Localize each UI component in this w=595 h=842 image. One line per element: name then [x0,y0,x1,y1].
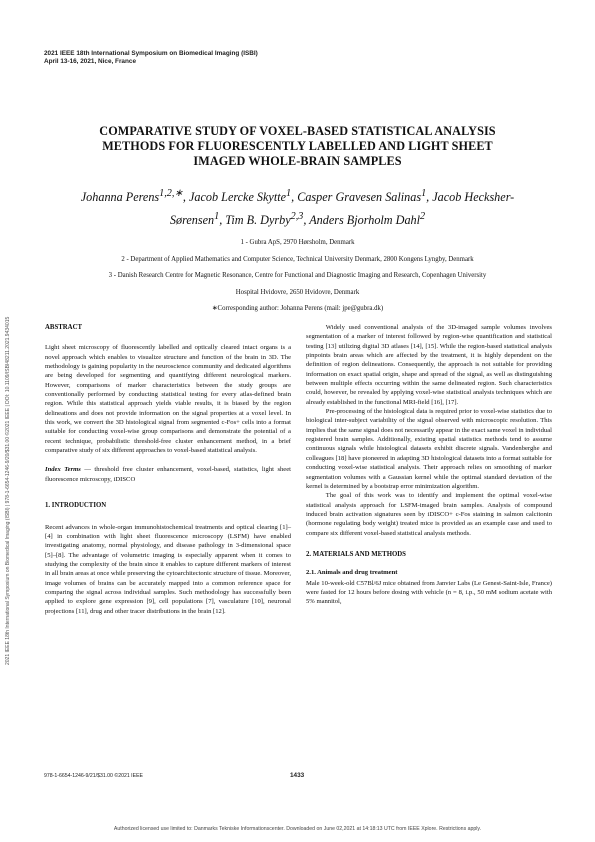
author-name: Johanna Perens [80,190,160,205]
side-doi-strip [5,165,19,665]
right-column [306,323,552,607]
introduction-text: Recent advances in whole-organ immunohistochemical treatments and optical clearing [1]–[4] in combination with light sheet fluorescence microscopy (LSFM) have enabled investigating anatomy, normal physiology, and disease pathology in 3-dimensional space [5]–[8]. The advantage of volumetric imaging is especially apparent when it comes to studying the complexity of the brain since it enables to capture different markers of interest in all brain areas at once while preserving the cytoarchitectonic structure of tissue. Moreover, image volumes of brains can be accurately mapped into a common reference space for comparing the signal across individual samples. Such methodology has successfully been applied to explore gene expression [9], cell populations [7], vasculature [10], neuronal projections [11], drug and other tracer distributions in the brain [12]. [45,523,291,615]
author-affil-mark: 2,3 [290,211,304,223]
index-terms-text: — threshold free cluster enhancement, voxel-based, statistics, light sheet fluorescence microscopy, iDISCO [45,466,291,483]
author-name: , Anders Bjorholm Dahl [303,213,421,228]
left-column [45,323,291,616]
author-line-1 [40,184,555,207]
author-name: , Jacob Lercke Skytte [182,190,287,205]
license-notice: Authorized licensed use limited to: Danmarks Tekniske Informationscenter. Downloaded on June 02,2021 at 14:18:13 UTC from IEEE Xplore. Restrictions apply. [113,826,482,832]
affiliation-3-line-1: 3 - Danish Research Centre for Magnetic Resonance, Centre for Functional and Diagnostic Imaging and Research, Copenhagen University [108,272,487,280]
author-affil-mark: 1,2,∗ [159,188,183,199]
author-name: , Tim B. Dyrby [219,213,291,228]
abstract-text: Light sheet microscopy of fluorescently labelled and optically cleared intact organs is a novel approach which enables to visualize structure and function of the brain in 3D. The methodology is gaining popularity in the neuroscience community and dedicated algorithms are being developed for segmenting and quantifying different neurological markers. However, comparisons of marker characteristics between the study groups are conventionally performed by conducting statistical testing for every atlas-defined brain region. While this statistical approach yields viable results, it is biased by the region delineations and does not provide information on the signal properties at a voxel level. In this work, we convert the 3D histological signal from segmented c-Fos+ cells into a format suitable for conducting voxel-wise group comparisons and demonstrate the potential of a recent technique, probabilistic threshold-free cluster enhancement method, in a brief comparative study of six different approaches to voxel-based statistical analysis. [45,344,291,455]
author-name: , Jacob Hecksher- [426,190,515,205]
conference-name: 2021 IEEE 18th International Symposium on Biomedical Imaging (ISBI) [44,50,258,57]
animals-subheading: 2.1. Animals and drug treatment [306,569,398,577]
affiliations [30,235,565,318]
abstract-heading: ABSTRACT [45,324,83,331]
introduction-heading: 1. INTRODUCTION [45,502,107,510]
paragraph-conventional-analysis: Widely used conventional analysis of the 3D-imaged sample volumes involves segmentation of a marker of interest followed by region-wise quantification and statistical testing [13] utilizing digital 3D atlases [14], [15]. While the region-based statistical analysis pinpoints brain areas which are affected by the treatment, it is highly dependent on the definition of region delineations. Consequently, the approach is not suitable for providing information on exact spatial origin, shape and spread of the signal, as well as distinguishing between multiple effects occurring within the same delineated region. Such characteristics could, however, be revealed by applying voxel-wise statistical analysis techniques which are already established in the functional MRI-field [16], [17]. [306,324,552,406]
conference-dates: April 13-16, 2021, Nice, France [44,58,137,65]
paper-title [40,124,555,169]
author-line-2 [40,207,555,230]
title-line-1: COMPARATIVE STUDY OF VOXEL-BASED STATISTICAL ANALYSIS [99,124,496,138]
title-line-3: IMAGED WHOLE-BRAIN SAMPLES [193,154,402,168]
side-doi-text: 2021 IEEE 18th International Symposium on Biomedical Imaging (ISBI) | 978-1-6654-1246-9/20/$31.00 ©2021 IEEE | DOI: 10.1109/ISBI48211.2021.9434015 [5,316,11,665]
methods-heading: 2. MATERIALS AND METHODS [306,550,406,558]
paragraph-animals: Male 10-week-old C57Bl/6J mice obtained from Janvier Labs (Le Genest-Saint-Isle, France) were fasted for 12 hours before dosing with vehicle (n = 8, i.p., 50 mM sodium acetate with 5% mannitol, [306,579,552,606]
paragraph-goal: The goal of this work was to identify and implement the optimal voxel-wise statistical analysis approach for LSFM-imaged brain samples. Analysis of compound induced brain activation signatures seen by iDISCO+ c-Fos staining in salmon calcitonin (hormone regulating body weight) treated mice is provided as an example case and used to compare six different voxel-based statistical analysis methods. [306,492,552,537]
index-terms [45,465,291,484]
index-terms-label: Index Terms [45,466,81,474]
author-affil-mark: 1 [286,188,292,199]
title-line-2: METHODS FOR FLUORESCENTLY LABELLED AND LIGHT SHEET [102,139,493,153]
author-list [40,184,555,230]
affiliation-2: 2 - Department of Applied Mathematics and Computer Science, Technical University Denmark, 2800 Kongens Lyngby, Denmark [121,255,474,263]
author-name: Sørensen [169,213,215,228]
conference-header [44,50,258,66]
corresponding-author: ∗Corresponding author: Johanna Perens (mail: jpe@gubra.dk) [211,305,384,313]
author-affil-mark: 1 [421,188,427,199]
affiliation-1: 1 - Gubra ApS, 2970 Hørsholm, Denmark [240,239,355,246]
author-name: , Casper Gravesen Salinas [291,190,422,205]
page-number: 1433 [290,772,305,779]
author-affil-mark: 2 [420,211,426,223]
paragraph-preprocessing: Pre-processing of the histological data is required prior to voxel-wise statistics due to biological inter-subject variability of the signal observed with microscopic resolution. This implies that the same signal does not necessarily appear in the exact same voxel in individual registered brain samples. Additionally, existing spatial statistics methods tend to assume continuous signals while histological datasets exhibit discrete signals. Vandenberghe and colleagues [18] have pioneered in adapting 3D histological datasets into a format suitable for conducting voxel-wise statistical analysis. Their approach relies on smoothing of marker segmentation volumes with a Gaussian kernel while the optimal standard deviation of the kernel is determined by a bootstrap error minimization algorithm. [306,408,552,490]
footer-isbn: 978-1-6654-1246-9/21/$31.00 ©2021 IEEE [44,773,144,779]
affiliation-3-line-2: Hospital Hvidovre, 2650 Hvidovre, Denmark [235,288,360,296]
author-affil-mark: 1 [214,211,220,223]
